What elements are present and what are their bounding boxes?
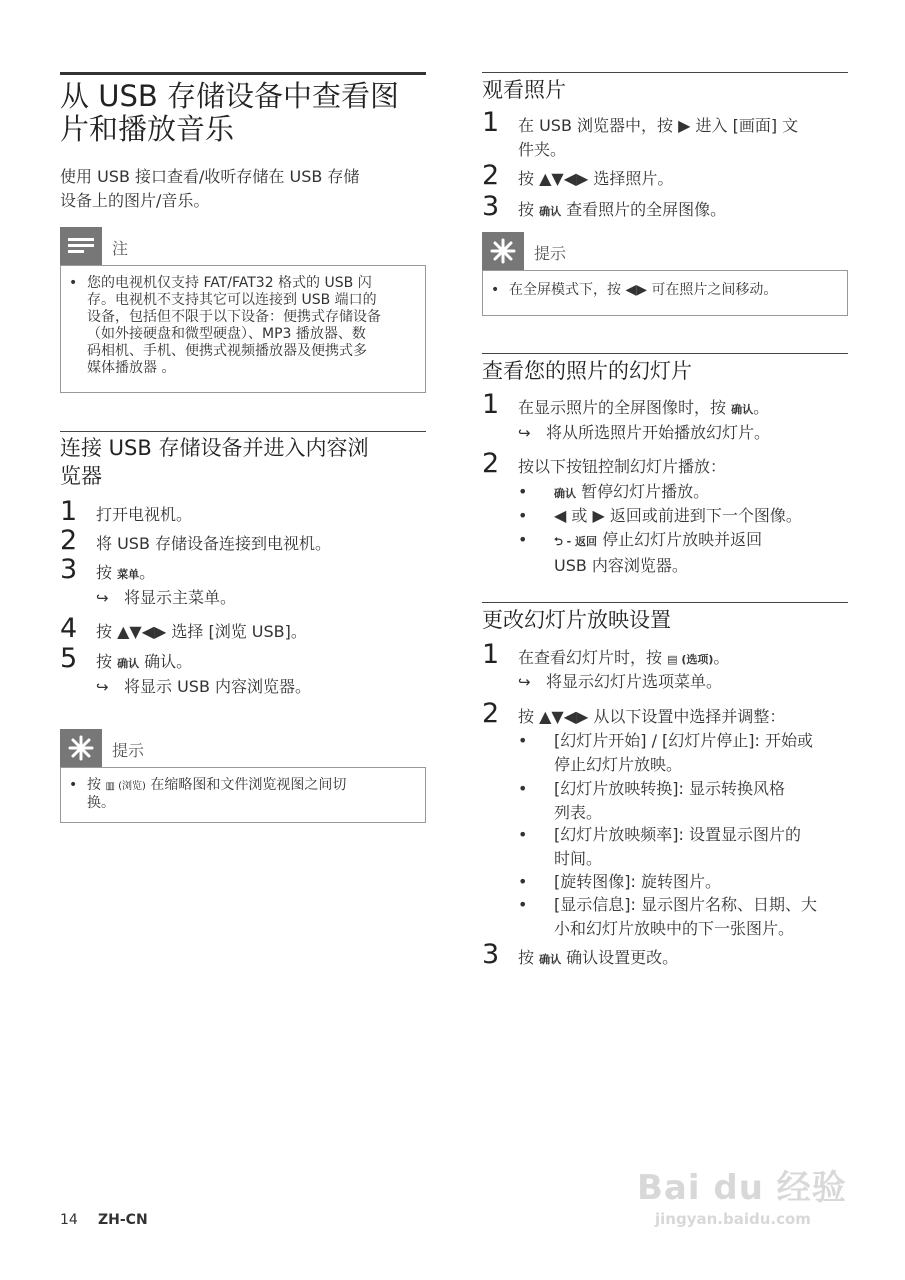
section-title-slideshow: 查看您的照片的幻灯片 bbox=[482, 359, 692, 383]
step-number: 3 bbox=[482, 191, 500, 222]
step-number: 1 bbox=[60, 496, 78, 527]
tip-box: • 按 ▥ (浏览) 在缩略图和文件浏览视图之间切 换。 bbox=[60, 767, 426, 823]
step-number: 2 bbox=[60, 525, 78, 556]
note-icon bbox=[60, 227, 102, 265]
step-number: 4 bbox=[60, 613, 78, 644]
step-text: 按 ▲▼◀▶ 从以下设置中选择并调整： bbox=[518, 707, 786, 726]
step-number: 2 bbox=[482, 448, 500, 479]
setting-name: [幻灯片开始] / [幻灯片停止] bbox=[554, 731, 755, 750]
step-text: 按以下按钮控制幻灯片播放： bbox=[518, 457, 727, 476]
step-number: 3 bbox=[482, 939, 500, 970]
tip-box: • 在全屏模式下，按 ◀▶ 可在照片之间移动。 bbox=[482, 270, 848, 316]
page-title-line2: 片和播放音乐 bbox=[60, 112, 235, 146]
note-line: 媒体播放器 。 bbox=[87, 360, 176, 376]
ok-key: 确认 bbox=[539, 953, 562, 966]
step-text: 按 确认 确认设置更改。 bbox=[518, 948, 679, 967]
tip-header bbox=[60, 729, 426, 767]
step-text: 在查看幻灯片时，按 ▤ (选项)。 bbox=[518, 648, 730, 667]
bullet-dot: • bbox=[69, 275, 78, 291]
note-line: （如外接硬盘和微型硬盘）、MP3 播放器、数 bbox=[87, 326, 366, 342]
menu-key: 菜单 bbox=[117, 568, 140, 581]
tip-label: 提示 bbox=[534, 244, 567, 263]
note-line: 设备，包括但不限于以下设备：便携式存储设备 bbox=[87, 309, 381, 325]
step-text: 按 ▲▼◀▶ 选择 [浏览 USB]。 bbox=[96, 622, 307, 641]
tip-label: 提示 bbox=[112, 741, 145, 760]
note-header bbox=[60, 227, 426, 265]
step-text: 按 确认 查看照片的全屏图像。 bbox=[518, 200, 727, 219]
setting-name: [显示信息] bbox=[554, 895, 631, 914]
note-line: 您的电视机仅支持 FAT/FAT32 格式的 USB 闪 bbox=[87, 275, 372, 291]
back-key: ⮌ - 返回 bbox=[554, 535, 598, 548]
browse-key: ▥ (浏览) bbox=[105, 781, 146, 792]
ok-key: 确认 bbox=[554, 487, 576, 500]
note-line: 码相机、手机、便携式视频播放器及便携式多 bbox=[87, 343, 367, 359]
step-text: 将 USB 存储设备连接到电视机。 bbox=[96, 534, 332, 553]
watermark-url: jingyan.baidu.com bbox=[655, 1210, 811, 1228]
settings-step-1-result: ↪ 将显示幻灯片选项菜单。 bbox=[518, 670, 722, 694]
step-text: 按 确认 确认。 bbox=[96, 652, 193, 671]
page-number: 14 bbox=[60, 1212, 78, 1228]
setting-name: [幻灯片放映转换] bbox=[554, 779, 679, 798]
intro-line2: 设备上的图片/音乐。 bbox=[60, 191, 210, 210]
step-text: 按 菜单。 bbox=[96, 563, 156, 582]
result-arrow-icon: ↪ bbox=[96, 589, 109, 607]
step-text: 在 USB 浏览器中，按 ▶ 进入 [画面] 文 件夹。 bbox=[518, 116, 799, 159]
result-arrow-icon: ↪ bbox=[518, 673, 531, 691]
section-rule bbox=[482, 602, 848, 603]
setting-name: [幻灯片放映频率] bbox=[554, 825, 679, 844]
step-text: 按 ▲▼◀▶ 选择照片。 bbox=[518, 169, 674, 188]
step-text: 打开电视机。 bbox=[96, 505, 193, 524]
section-rule bbox=[482, 353, 848, 354]
page-title-line1: 从 USB 存储设备中查看图 bbox=[60, 79, 399, 113]
tip-header bbox=[482, 232, 848, 270]
step-5-result: ↪ 将显示 USB 内容浏览器。 bbox=[96, 675, 311, 699]
slide-step-1-result: ↪ 将从所选照片开始播放幻灯片。 bbox=[518, 421, 770, 445]
section-title-settings: 更改幻灯片放映设置 bbox=[482, 608, 671, 632]
language-code: ZH-CN bbox=[98, 1212, 148, 1228]
baidu-watermark bbox=[637, 1150, 867, 1240]
section-rule bbox=[60, 431, 426, 432]
step-number: 1 bbox=[482, 107, 500, 138]
section-title-line1: 连接 USB 存储设备并进入内容浏 bbox=[60, 436, 369, 460]
intro-line1: 使用 USB 接口查看/收听存储在 USB 存储 bbox=[60, 167, 360, 186]
options-key: ▤ (选项) bbox=[667, 653, 714, 666]
section-rule bbox=[482, 72, 848, 73]
step-text: 在显示照片的全屏图像时，按 确认。 bbox=[518, 398, 770, 417]
section-title-view: 观看照片 bbox=[482, 78, 566, 102]
tip-icon bbox=[482, 232, 524, 270]
note-label: 注 bbox=[112, 239, 129, 258]
ok-key: 确认 bbox=[731, 403, 754, 416]
step-number: 2 bbox=[482, 160, 500, 191]
section-title-line2: 览器 bbox=[60, 464, 102, 488]
title-rule bbox=[60, 72, 426, 75]
step-number: 5 bbox=[60, 643, 78, 674]
result-arrow-icon: ↪ bbox=[96, 678, 109, 696]
ok-key: 确认 bbox=[539, 205, 562, 218]
step-number: 3 bbox=[60, 554, 78, 585]
note-box bbox=[60, 265, 426, 393]
setting-name: [旋转图像] bbox=[554, 872, 631, 891]
step-number: 1 bbox=[482, 389, 500, 420]
step-number: 1 bbox=[482, 639, 500, 670]
note-line: 存。电视机不支持其它可以连接到 USB 端口的 bbox=[87, 292, 377, 308]
tip-icon bbox=[60, 729, 102, 767]
result-arrow-icon: ↪ bbox=[518, 424, 531, 442]
ok-key: 确认 bbox=[117, 657, 140, 670]
watermark-logo: Bai du 经验 bbox=[637, 1168, 847, 1208]
step-3-result: ↪ 将显示主菜单。 bbox=[96, 586, 236, 610]
step-number: 2 bbox=[482, 698, 500, 729]
